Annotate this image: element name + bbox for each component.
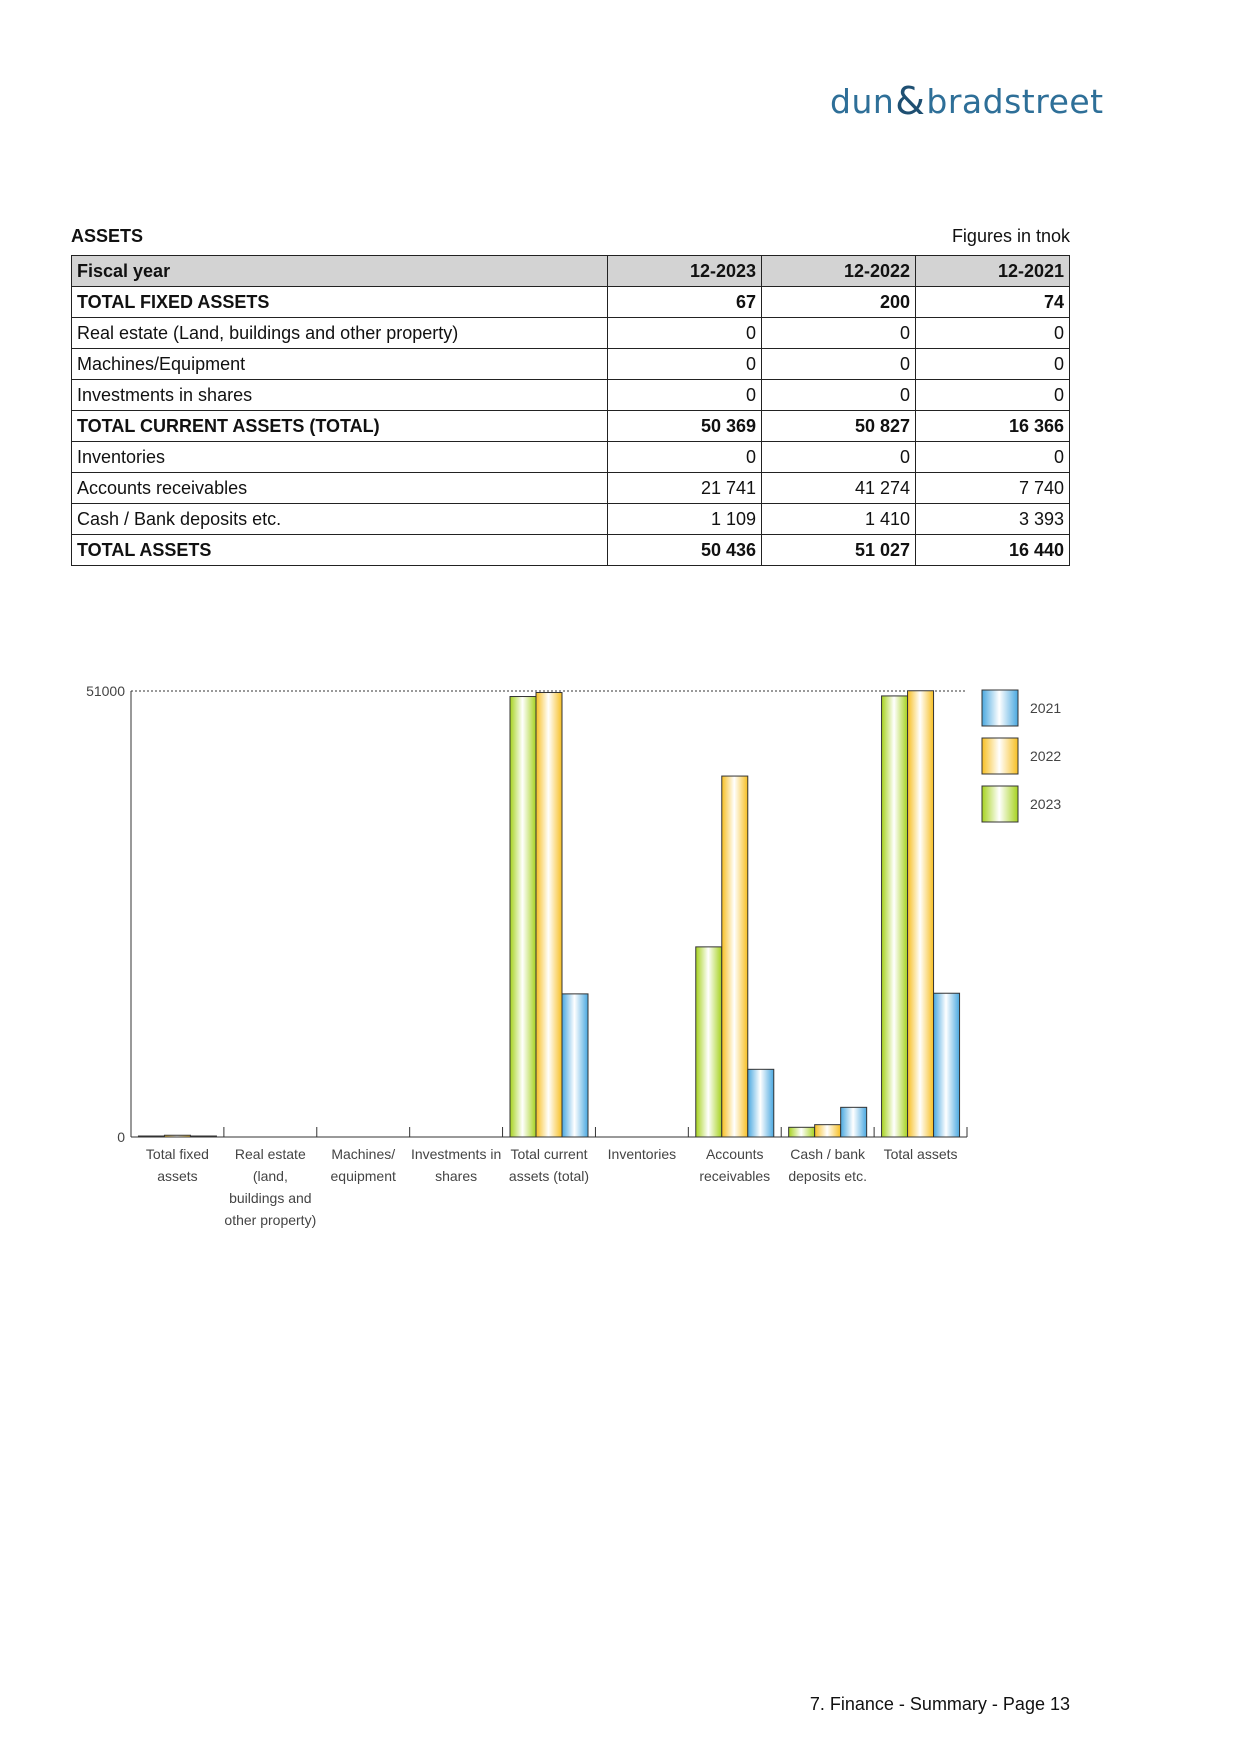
row-value: 0 [762, 349, 916, 380]
row-value: 7 740 [916, 473, 1070, 504]
bar-2022 [815, 1125, 841, 1137]
header-cell: Fiscal year [72, 256, 608, 287]
row-value: 50 436 [608, 535, 762, 566]
assets-table [71, 255, 1070, 566]
bar-2021 [841, 1107, 867, 1137]
row-value: 0 [916, 318, 1070, 349]
logo-text-right: bradstreet [926, 81, 1104, 121]
row-value: 0 [916, 442, 1070, 473]
row-label: TOTAL CURRENT ASSETS (TOTAL) [72, 411, 608, 442]
header-cell: 12-2022 [762, 256, 916, 287]
row-value: 67 [608, 287, 762, 318]
row-value: 0 [916, 349, 1070, 380]
row-value: 200 [762, 287, 916, 318]
row-value: 0 [608, 349, 762, 380]
row-value: 0 [608, 442, 762, 473]
bar-2023 [696, 947, 722, 1137]
x-tick-label: Machines/ equipment [330, 1146, 396, 1184]
section-title: ASSETS [71, 226, 144, 246]
bar-2021 [190, 1136, 216, 1137]
table-row [72, 287, 1070, 318]
bar-2021 [562, 994, 588, 1137]
assets-bar-chart [0, 660, 1241, 1260]
x-tick-label: Total assets [883, 1146, 958, 1162]
row-value: 21 741 [608, 473, 762, 504]
units-note: Figures in tnok [951, 226, 1070, 246]
bar-2022 [164, 1135, 190, 1137]
table-row [72, 473, 1070, 504]
legend-swatch-2021 [982, 690, 1018, 726]
x-tick-label: Inventories [607, 1146, 677, 1162]
legend-label: 2023 [1030, 796, 1062, 812]
x-tick-label: Cash / bank deposits etc. [788, 1146, 867, 1184]
row-value: 0 [762, 318, 916, 349]
bar-2022 [908, 691, 934, 1137]
table-row [72, 349, 1070, 380]
row-label: TOTAL ASSETS [72, 535, 608, 566]
table-row [72, 535, 1070, 566]
x-tick-label: Accounts receivables [699, 1146, 771, 1184]
table-row [72, 442, 1070, 473]
row-label: Cash / Bank deposits etc. [72, 504, 608, 535]
bar-2023 [882, 696, 908, 1137]
legend-label: 2021 [1030, 700, 1062, 716]
bar-2021 [934, 993, 960, 1137]
row-value: 0 [608, 380, 762, 411]
legend-swatch-2022 [982, 738, 1018, 774]
row-value: 50 827 [762, 411, 916, 442]
bar-2022 [722, 776, 748, 1137]
bar-2023 [510, 697, 536, 1137]
row-label: Investments in shares [72, 380, 608, 411]
x-tick-label: Total fixed assets [145, 1146, 209, 1184]
row-value: 3 393 [916, 504, 1070, 535]
row-value: 16 366 [916, 411, 1070, 442]
row-label: Accounts receivables [72, 473, 608, 504]
company-logo [830, 76, 1104, 126]
x-tick-label: Real estate (land, buildings and other property) [224, 1146, 317, 1228]
bar-2023 [789, 1127, 815, 1137]
row-value: 0 [608, 318, 762, 349]
row-value: 1 410 [762, 504, 916, 535]
bar-2021 [748, 1069, 774, 1137]
row-label: TOTAL FIXED ASSETS [72, 287, 608, 318]
bar-2022 [536, 693, 562, 1137]
row-label: Machines/Equipment [72, 349, 608, 380]
table-row [72, 380, 1070, 411]
row-label: Real estate (Land, buildings and other property) [72, 318, 608, 349]
row-value: 51 027 [762, 535, 916, 566]
row-value: 50 369 [608, 411, 762, 442]
page-footer: 7. Finance - Summary - Page 13 [809, 1694, 1070, 1714]
legend-label: 2022 [1030, 748, 1062, 764]
bar-2023 [138, 1136, 164, 1137]
table-row [72, 318, 1070, 349]
logo-text-left: dun [830, 81, 895, 121]
row-value: 16 440 [916, 535, 1070, 566]
table-row [72, 411, 1070, 442]
row-value: 74 [916, 287, 1070, 318]
y-tick-label: 0 [117, 1129, 125, 1145]
logo-ampersand: & [895, 79, 926, 123]
legend-swatch-2023 [982, 786, 1018, 822]
table-header-row [72, 256, 1070, 287]
row-value: 0 [762, 442, 916, 473]
row-value: 0 [916, 380, 1070, 411]
row-value: 0 [762, 380, 916, 411]
header-cell: 12-2023 [608, 256, 762, 287]
row-value: 41 274 [762, 473, 916, 504]
x-tick-label: Total current assets (total) [508, 1146, 590, 1184]
row-value: 1 109 [608, 504, 762, 535]
row-label: Inventories [72, 442, 608, 473]
header-cell: 12-2021 [916, 256, 1070, 287]
y-tick-label: 51000 [86, 683, 125, 699]
table-row [72, 504, 1070, 535]
x-tick-label: Investments in shares [410, 1146, 502, 1184]
